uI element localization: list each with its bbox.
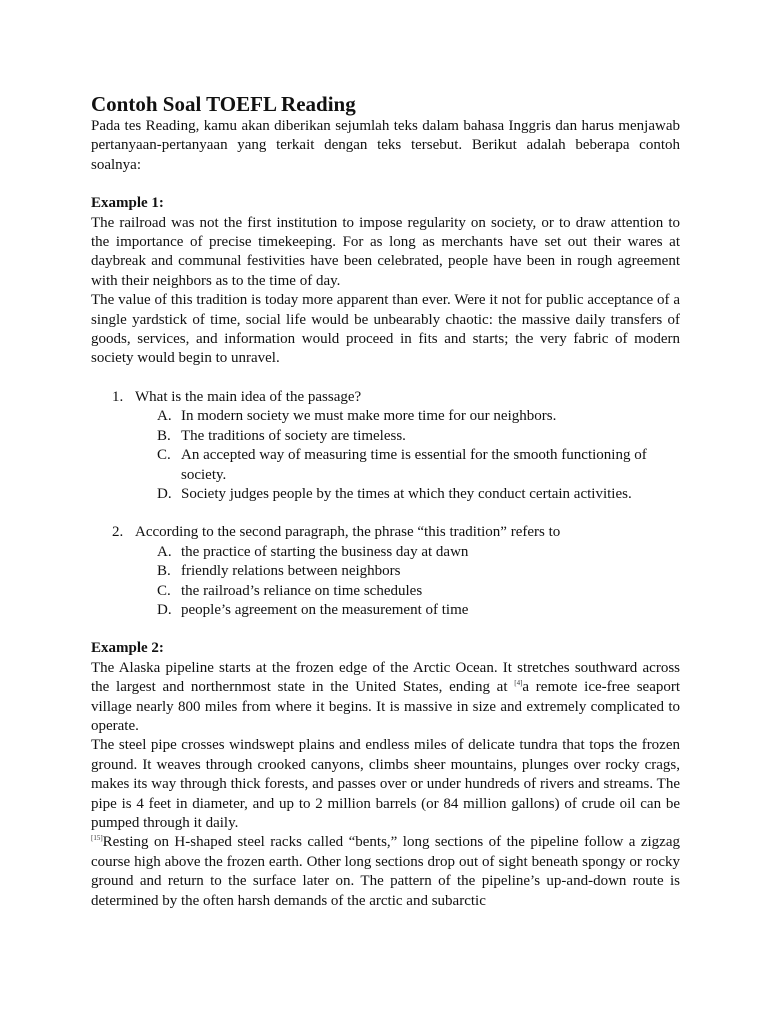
answer-option	[91, 582, 680, 601]
example-2-heading: Example 2:	[91, 640, 164, 657]
answer-option	[91, 485, 680, 504]
option-letter: B.	[157, 563, 171, 580]
option-letter: C.	[157, 582, 171, 599]
footnote-reference: [4]	[514, 679, 523, 688]
question-text: According to the second paragraph, the phrase “this tradition” refers to	[135, 524, 561, 541]
question-1	[91, 388, 680, 504]
option-letter: B.	[157, 427, 171, 444]
answer-option	[91, 601, 680, 620]
answer-option	[91, 543, 680, 562]
option-letter: C.	[157, 447, 171, 464]
option-letter: D.	[157, 485, 172, 502]
answer-option	[91, 427, 680, 446]
footnote-reference: [15]	[91, 834, 103, 843]
example-2-paragraph-2: The steel pipe crosses windswept plains and endless miles of delicate tundra that tops the frozen ground. It weaves through crooked canyons, climbs sheer mountains, plunges over rocky crags, makes its way through thick forests, and passes over or under hundreds of rivers and streams. The pipe is 4 feet in diameter, and up to 2 million barrels (or 84 million gallons) of crude oil can be pumped through it daily.	[91, 737, 680, 831]
example-1-paragraph-1: The railroad was not the first institution to impose regularity on society, or to draw attention to the importance of precise timekeeping. For as long as merchants have set out their wares at daybreak and communal festivities have been celebrated, people have been in rough agreement with their neighbors as to the time of day.	[91, 214, 680, 289]
option-letter: D.	[157, 601, 172, 618]
example-2-paragraph-1: The Alaska pipeline starts at the frozen edge of the Arctic Ocean. It stretches southward across the largest and northernmost state in the United States, ending at [4]a remote ice-free seaport village nearly 800 miles from where it begins. It is massive in size and extremely complicated to operate.	[91, 659, 681, 734]
example-1-paragraph-2: The value of this tradition is today more apparent than ever. Were it not for public acceptance of a single yardstick of time, social life would be unbearably chaotic: the massive daily transfers of goods, services, and information would proceed in fits and starts; the very fabric of modern society would begin to unravel.	[91, 292, 680, 367]
option-letter: A.	[157, 543, 172, 560]
example-1-questions	[91, 388, 680, 620]
answer-options	[135, 543, 680, 621]
question-text: What is the main idea of the passage?	[135, 388, 362, 405]
option-text: the practice of starting the business day at dawn	[181, 543, 469, 560]
example-1-heading: Example 1:	[91, 195, 164, 212]
option-text: An accepted way of measuring time is essential for the smooth functioning of society.	[181, 447, 647, 483]
option-text: Society judges people by the times at which they conduct certain activities.	[181, 485, 632, 502]
option-text: the railroad’s reliance on time schedules	[181, 582, 423, 599]
example-2-paragraph-3: [15]Resting on H-shaped steel racks called “bents,” long sections of the pipeline follow a zigzag course high above the frozen earth. Other long sections drop out of sight beneath spongy or rocky ground and return to the surface later on. The pattern of the pipeline’s up-and-down route is determined by the often harsh demands of the arctic and subarctic	[91, 834, 680, 909]
option-letter: A.	[157, 408, 172, 425]
intro-paragraph: Pada tes Reading, kamu akan diberikan sejumlah teks dalam bahasa Inggris dan harus menjawab pertanyaan-pertanyaan yang terkait dengan teks tersebut. Berikut adalah beberapa contoh soalnya:	[91, 118, 680, 173]
answer-option	[91, 562, 680, 581]
page-title: Contoh Soal TOEFL Reading	[91, 92, 356, 116]
question-number: 2.	[112, 524, 124, 541]
option-text: The traditions of society are timeless.	[181, 427, 406, 444]
option-text: In modern society we must make more time for our neighbors.	[181, 408, 557, 425]
question-number: 1.	[112, 388, 124, 405]
option-text: people’s agreement on the measurement of time	[181, 601, 469, 618]
question-2	[91, 523, 680, 620]
answer-option	[91, 407, 680, 426]
answer-option	[91, 446, 680, 485]
option-text: friendly relations between neighbors	[181, 563, 401, 580]
answer-options	[135, 407, 680, 504]
